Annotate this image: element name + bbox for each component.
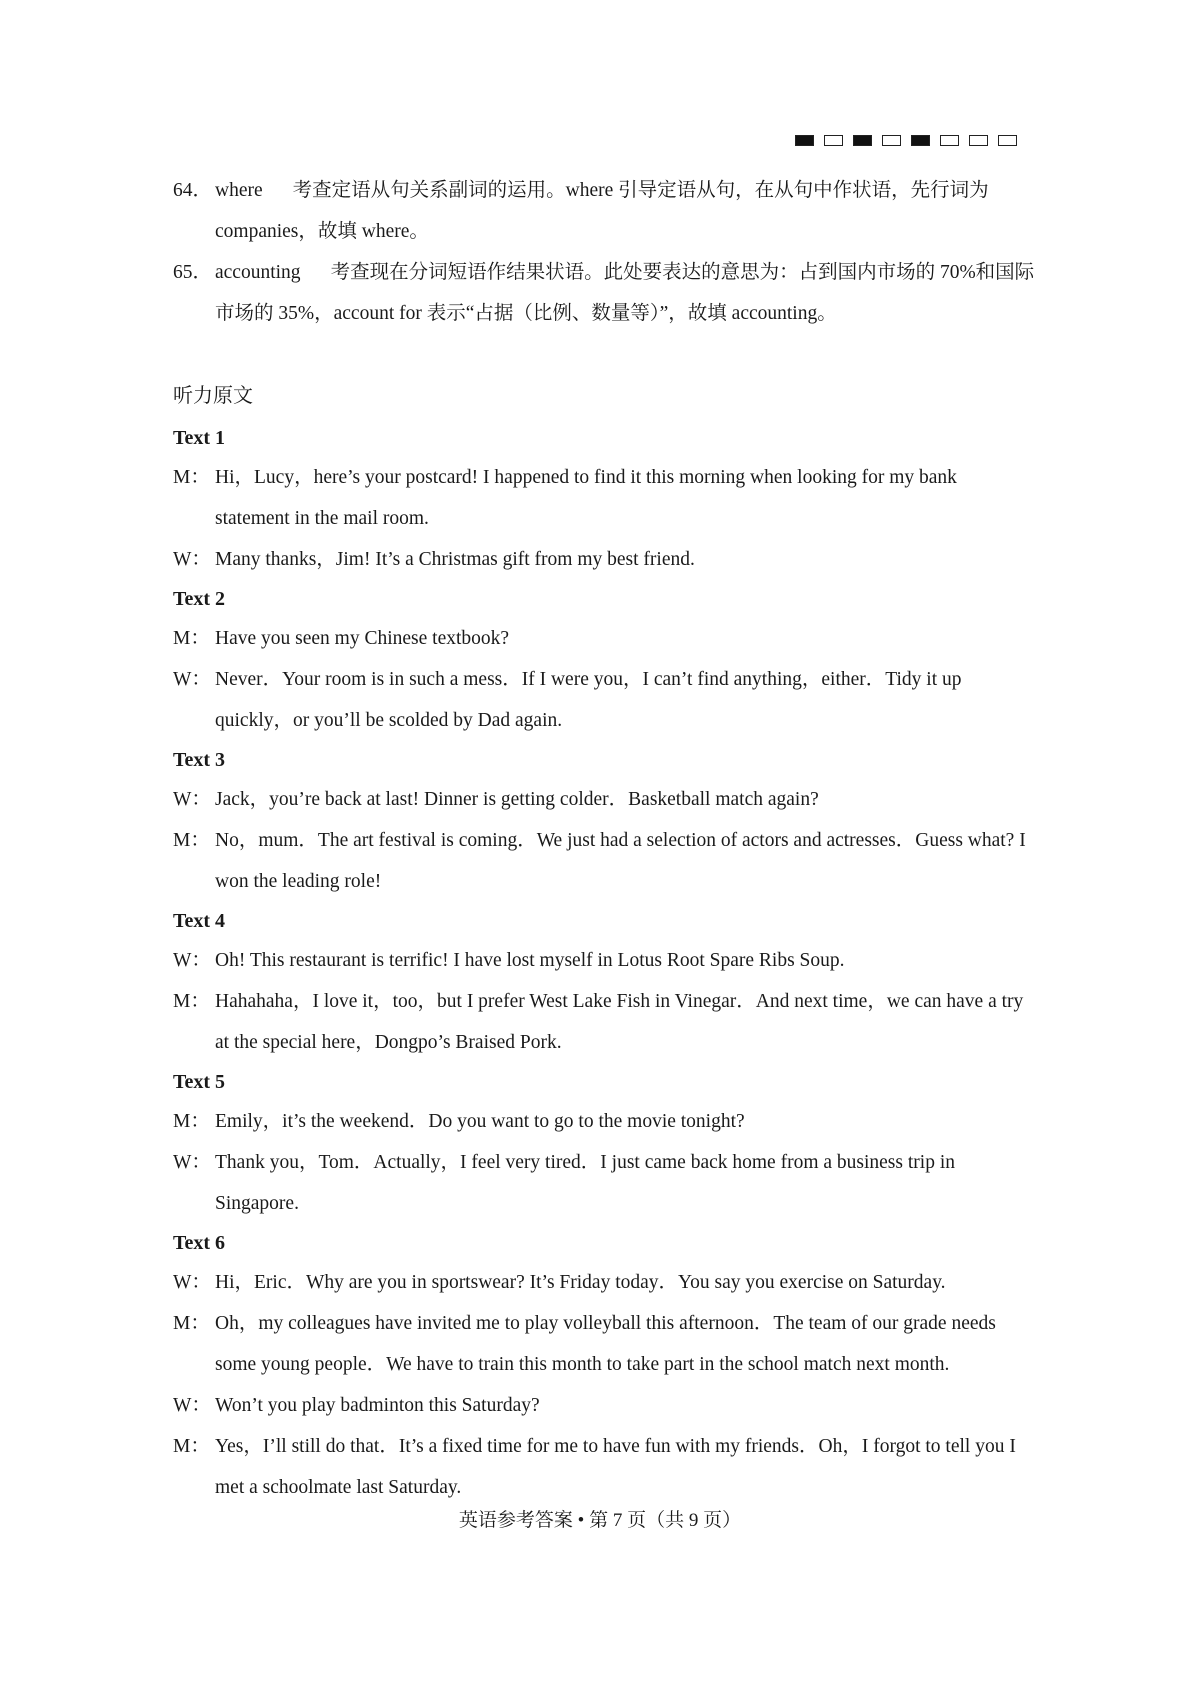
dialogue-text: Won’t you play badminton this Saturday? [215,1395,540,1416]
speaker-label: W： [173,1152,211,1173]
dialogue-line [173,618,1035,659]
answer-word: where [215,180,263,201]
speaker-label: W： [173,549,211,570]
speaker-label: W： [173,789,211,810]
speaker-label: W： [173,669,211,690]
dialogue-line [173,457,1035,539]
text-label: Text 4 [173,910,226,932]
dialogue-text: Hi，Lucy，here’s your postcard! I happened to find it this morning when looking for my bank statement in the mail room. [215,467,957,529]
dialogue-text: Oh，my colleagues have invited me to play volleyball this afternoon．The team of our grade needs some young people．We have to train this month to take part in the school match next month. [215,1313,996,1375]
speaker-label: W： [173,1272,211,1293]
answer-explanation: 考查定语从句关系副词的运用。where 引导定语从句，在从句中作状语，先行词为 companies，故填 where。 [215,180,989,242]
text-label: Text 1 [173,427,226,449]
dialogue-line [173,1262,1035,1303]
page-indicator-marks [795,135,1017,146]
dialogue-line [173,1142,1035,1224]
page-mark-2 [824,135,843,146]
dialogue-line [173,820,1035,902]
answer-item [173,252,1035,334]
dialogue-line [173,1426,1035,1508]
dialogue-text: Thank you，Tom．Actually，I feel very tired．I just came back home from a business trip in Singapore. [215,1152,955,1214]
page-mark-8 [998,135,1017,146]
answer-explanation: 考查现在分词短语作结果状语。此处要表达的意思为：占到国内市场的 70%和国际市场的 35%，account for 表示“占据（比例、数量等）”，故填 accounting。 [215,262,1035,324]
dialogue-line [173,1101,1035,1142]
dialogue-text: Emily，it’s the weekend．Do you want to go to the movie tonight? [215,1111,745,1132]
page-mark-7 [969,135,988,146]
dialogue-text: Many thanks，Jim! It’s a Christmas gift from my best friend. [215,549,695,570]
dialogue-text: Oh! This restaurant is terrific! I have lost myself in Lotus Root Spare Ribs Soup. [215,950,845,971]
answer-number: 64． [173,180,213,201]
page-mark-4 [882,135,901,146]
page-mark-1 [795,135,814,146]
text-label: Text 3 [173,749,226,771]
answer-word: accounting [215,262,301,283]
page-footer: 英语参考答案 • 第 7 页（共 9 页） [458,1510,742,1531]
dialogue-text: Hi，Eric．Why are you in sportswear? It’s Friday today．You say you exercise on Saturday. [215,1272,946,1293]
dialogue-line [173,1385,1035,1426]
page-mark-6 [940,135,959,146]
dialogue-line [173,940,1035,981]
text-label: Text 2 [173,588,226,610]
speaker-label: M： [173,991,210,1012]
dialogue-line [173,779,1035,820]
speaker-label: M： [173,467,210,488]
text-label: Text 5 [173,1071,226,1093]
answer-number: 65． [173,262,213,283]
dialogue-line [173,659,1035,741]
dialogue-text: Yes，I’ll still do that．It’s a fixed time for me to have fun with my friends．Oh，I forgot to tell you I met a schoolmate last Saturday. [215,1436,1016,1498]
dialogue-line [173,1303,1035,1385]
document-body [173,170,1035,1508]
dialogue-text: No，mum．The art festival is coming．We just had a selection of actors and actresses．Guess what? I won the leading role! [215,830,1026,892]
dialogue-text: Hahahaha，I love it，too，but I prefer West Lake Fish in Vinegar．And next time，we can have a try at the special here，Dongpo’s Braised Pork. [215,991,1024,1053]
dialogue-text: Jack，you’re back at last! Dinner is getting colder．Basketball match again? [215,789,819,810]
speaker-label: M： [173,1313,210,1334]
section-title: 听力原文 [173,383,253,407]
speaker-label: W： [173,950,211,971]
answer-item [173,170,1035,252]
dialogue-line [173,981,1035,1063]
dialogue-line [173,539,1035,580]
page-mark-5 [911,135,930,146]
dialogue-text: Never．Your room is in such a mess．If I were you，I can’t find anything，either．Tidy it up quickly，or you’ll be scolded by Dad again. [215,669,962,731]
speaker-label: M： [173,1111,210,1132]
speaker-label: M： [173,628,210,649]
speaker-label: M： [173,830,210,851]
speaker-label: M： [173,1436,210,1457]
page-mark-3 [853,135,872,146]
dialogue-text: Have you seen my Chinese textbook? [215,628,510,649]
text-label: Text 6 [173,1232,226,1254]
speaker-label: W： [173,1395,211,1416]
